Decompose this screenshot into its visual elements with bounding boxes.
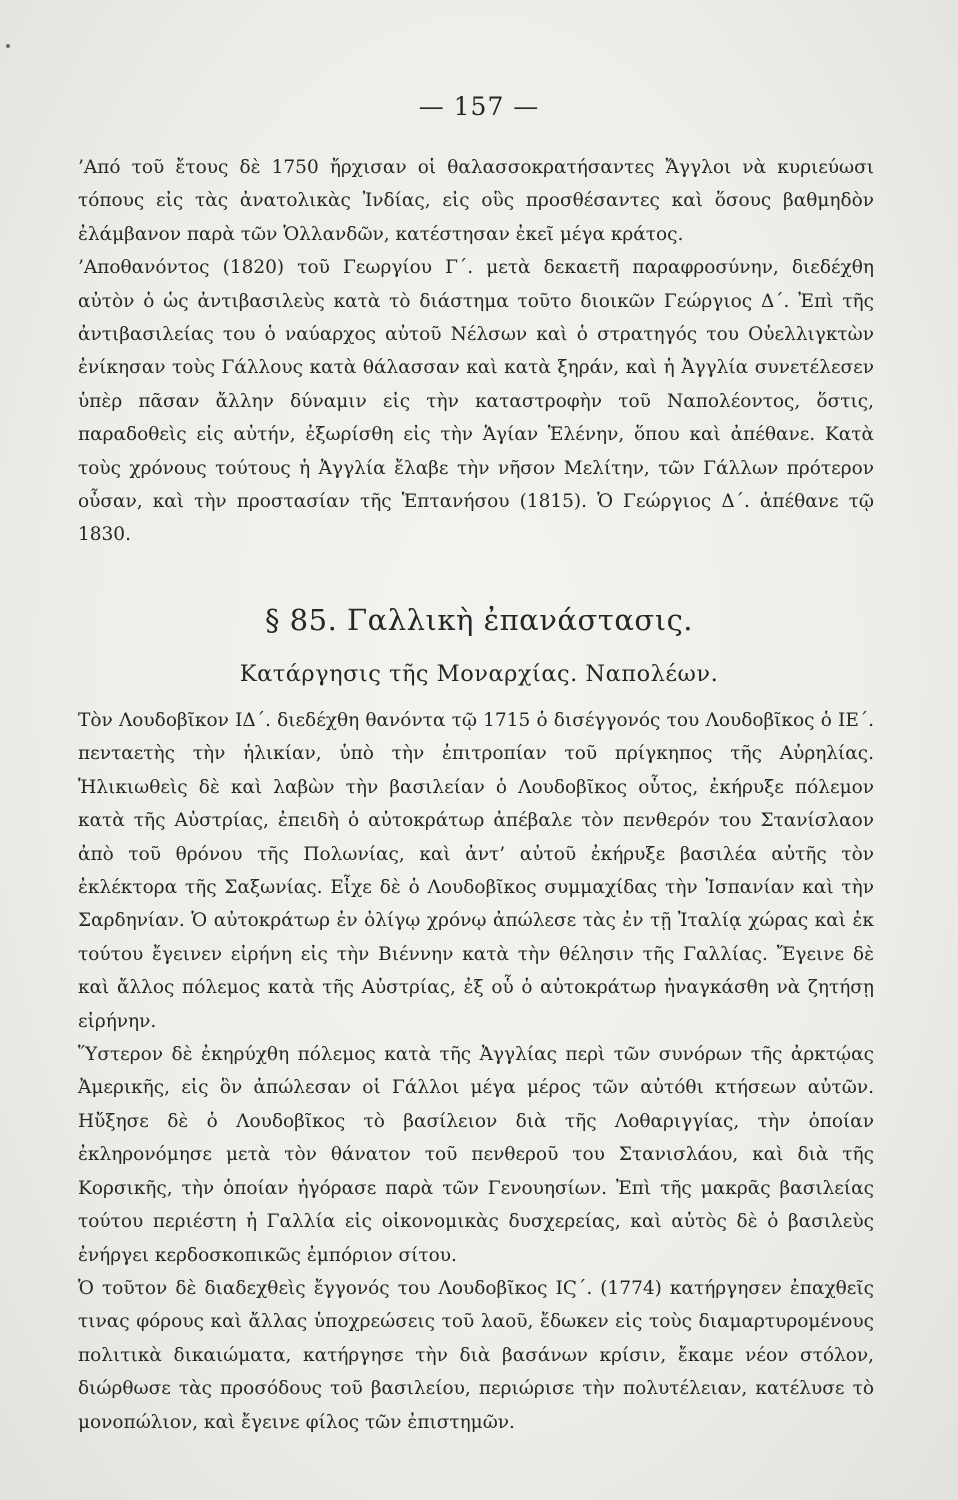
paragraph: ’Από τοῦ ἔτους δὲ 1750 ἤρχισαν οἱ θαλασσοκρατήσαντες Ἄγγλοι νὰ κυριεύωσι τόπους εἰς τὰς ἀνατολικὰς Ἰνδίας, εἰς οὓς προσθέσαντες καὶ ὅσους βαθμηδὸν ἐλάμβανον παρὰ τῶν Ὁλλανδῶν, κατέστησαν ἐκεῖ μέγα κράτος. (78, 157, 874, 245)
paragraph: ’Αποθανόντος (1820) τοῦ Γεωργίου Γ΄. μετὰ δεκαετῆ παραφροσύνην, διεδέχθη αὐτὸν ὁ ὡς ἀντιβασιλεὺς κατὰ τὸ διάστημα τοῦτο διοικῶν Γεώργιος Δ΄. Ἐπὶ τῆς ἀντιβασιλείας του ὁ ναύαρχος αὐτοῦ Νέλσων καὶ ὁ στρατηγός του Οὐελλιγκτὼν ἐνίκησαν τοὺς Γάλλους κατὰ θάλασσαν καὶ κατὰ ξηράν, καὶ ἡ Ἀγγλία συνετέλεσεν ὑπὲρ πᾶσαν ἄλλην δύναμιν εἰς τὴν καταστροφὴν τοῦ Ναπολέοντος, ὅστις, παραδοθεὶς εἰς αὐτήν, ἐξωρίσθη εἰς τὴν Ἁγίαν Ἑλένην, ὅπου καὶ ἀπέθανε. Κατὰ τοὺς χρόνους τούτους ἡ Ἀγγλία ἔλαβε τὴν νῆσον Μελίτην, τῶν Γάλλων πρότερον οὖσαν, καὶ τὴν προστασίαν τῆς Ἑπτανήσου (1815). Ὁ Γεώργιος Δ΄. ἀπέθανε τῷ 1830. (78, 257, 874, 546)
margin-mark (6, 44, 10, 48)
section-85-text (78, 704, 874, 1439)
paragraph: Ὁ τοῦτον δὲ διαδεχθεὶς ἔγγονός του Λουδοβῖκος ΙϚ΄. (1774) κατήργησεν ἐπαχθεῖς τινας φόρους καὶ ἄλλας ὑποχρεώσεις τοῦ λαοῦ, ἔδωκεν εἰς τοὺς διαμαρτυρομένους πολιτικὰ δικαιώματα, κατήργησε τὴν διὰ βασάνων κρίσιν, ἔκαμε νέον στόλον, διώρθωσε τὰς προσόδους τοῦ βασιλείου, περιώρισε τὴν πολυτέλειαν, κατέλυσε τὸ μονοπώλιον, καὶ ἔγεινε φίλος τῶν ἐπιστημῶν. (78, 1277, 874, 1433)
paragraph: Τὸν Λουδοβῖκον ΙΔ΄. διεδέχθη θανόντα τῷ 1715 ὁ δισέγγονός του Λουδοβῖκος ὁ ΙΕ΄. πενταετὴς τὴν ἡλικίαν, ὑπὸ τὴν ἐπιτροπίαν τοῦ πρίγκηπος τῆς Αὐρηλίας. Ἡλικιωθεὶς δὲ καὶ λαβὼν τὴν βασιλείαν ὁ Λουδοβῖκος οὗτος, ἐκήρυξε πόλεμον κατὰ τῆς Αὐστρίας, ἐπειδὴ ὁ αὐτοκράτωρ ἀπέβαλε τὸν πενθερόν του Στανίσλαον ἀπὸ τοῦ θρόνου τῆς Πολωνίας, καὶ ἀντ’ αὐτοῦ ἐκήρυξε βασιλέα αὐτῆς τὸν ἐκλέκτορα τῆς Σαξωνίας. Εἶχε δὲ ὁ Λουδοβῖκος συμμαχίδας τὴν Ἱσπανίαν καὶ τὴν Σαρδηνίαν. Ὁ αὐτοκράτωρ ἐν ὀλίγῳ χρόνῳ ἀπώλεσε τὰς ἐν τῇ Ἰταλίᾳ χώρας καὶ ἐκ τούτου ἔγεινεν εἰρήνη εἰς τὴν Βιέννην κατὰ τὴν θέλησιν τῆς Γαλλίας. Ἔγεινε δὲ καὶ ἄλλος πόλεμος κατὰ τῆς Αὐστρίας, ἐξ οὗ ὁ αὐτοκράτωρ ἠναγκάσθη νὰ ζητήσῃ εἰρήνην. (78, 710, 874, 1032)
paragraph: Ὕστερον δὲ ἐκηρύχθη πόλεμος κατὰ τῆς Ἀγγλίας περὶ τῶν συνόρων τῆς ἀρκτῴας Ἀμερικῆς, εἰς ὃν ἀπώλεσαν οἱ Γάλλοι μέγα μέρος τῶν αὐτόθι κτήσεων αὐτῶν. Ηὔξησε δὲ ὁ Λουδοβῖκος τὸ βασίλειον διὰ τῆς Λοθαριγγίας, τὴν ὁποίαν ἐκληρονόμησε μετὰ τὸν θάνατον τοῦ πενθεροῦ του Στανισλάου, καὶ διὰ τῆς Κορσικῆς, τὴν ὁποίαν ἠγόρασε παρὰ τῶν Γενουησίων. Ἐπὶ τῆς μακρᾶς βασιλείας τούτου περιέστη ἡ Γαλλία εἰς οἰκονομικὰς δυσχερείας, καὶ αὐτὸς δὲ ὁ βασιλεὺς ἐνήργει κερδοσκοπικῶς ἐμπόριον σίτου. (78, 1044, 874, 1266)
page-number: — 157 — (418, 92, 540, 121)
section-84-text (78, 151, 874, 552)
section-subheading: Κατάργησις τῆς Μοναρχίας. Ναπολέων. (239, 661, 719, 687)
section-heading: § 85. Γαλλικὴ ἐπανάστασις. (264, 603, 694, 637)
